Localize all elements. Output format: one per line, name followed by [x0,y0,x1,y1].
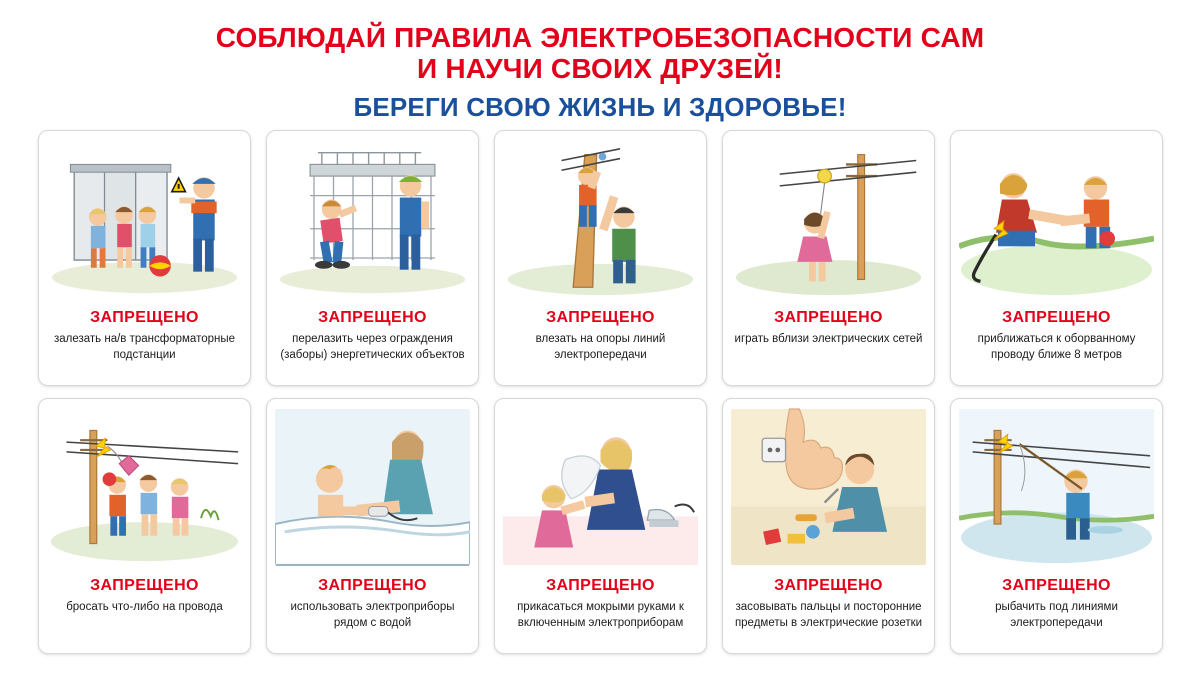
rule-card [950,130,1163,386]
rule-card [722,398,935,654]
rule-caption: залезать на/в трансформаторные подстанции [53,333,236,361]
rule-card [38,398,251,654]
ban-label: ЗАПРЕЩЕНО [774,309,883,326]
rule-card [494,130,707,386]
illustration-fingers-into-socket [731,407,926,567]
illustration-transformer-substation [47,139,242,299]
rule-caption: бросать что-либо на провода [66,601,223,613]
illustration-playing-near-networks [731,139,926,299]
illustration-appliance-near-water [275,407,470,567]
header-line-2: И НАУЧИ СВОИХ ДРУЗЕЙ! [417,53,783,85]
ban-label: ЗАПРЕЩЕНО [774,577,883,594]
illustration-fishing-under-power-lines [959,407,1154,567]
rule-card [266,398,479,654]
rule-caption: рыбачить под линиями электропередачи [995,601,1118,629]
ban-label: ЗАПРЕЩЕНО [546,309,655,326]
rules-grid [38,130,1162,654]
illustration-wet-hands-appliance [503,407,698,567]
illustration-broken-wire [959,139,1154,299]
rule-card [950,398,1163,654]
rule-caption: играть вблизи электрических сетей [734,333,923,345]
rule-caption: приближаться к оборванному проводу ближе 8 метров [977,333,1136,361]
ban-label: ЗАПРЕЩЕНО [318,309,427,326]
rule-card [722,130,935,386]
header-line-1: СОБЛЮДАЙ ПРАВИЛА ЭЛЕКТРОБЕЗОПАСНОСТИ САМ [215,22,985,53]
rule-caption: использовать электроприборы рядом с водой [290,601,455,629]
rule-caption: перелазить через ограждения (заборы) энергетических объектов [280,333,465,361]
ban-label: ЗАПРЕЩЕНО [90,309,199,326]
ban-label: ЗАПРЕЩЕНО [90,577,199,594]
ban-label: ЗАПРЕЩЕНО [546,577,655,594]
rule-card [38,130,251,386]
ban-label: ЗАПРЕЩЕНО [1002,309,1111,326]
illustration-climbing-fence [275,139,470,299]
ban-label: ЗАПРЕЩЕНО [318,577,427,594]
rule-card [266,130,479,386]
rule-caption: засовывать пальцы и посторонние предметы в электрические розетки [734,601,923,629]
header-line-3: БЕРЕГИ СВОЮ ЖИЗНЬ И ЗДОРОВЬЕ! [353,91,847,122]
rule-caption: прикасаться мокрыми руками к включенным электроприборам [517,601,684,629]
rule-card [494,398,707,654]
illustration-climbing-pole [503,139,698,299]
ban-label: ЗАПРЕЩЕНО [1002,577,1111,594]
poster-header [0,0,1200,122]
illustration-throwing-onto-wires [47,407,242,567]
rule-caption: влезать на опоры линий электропередачи [535,333,666,361]
